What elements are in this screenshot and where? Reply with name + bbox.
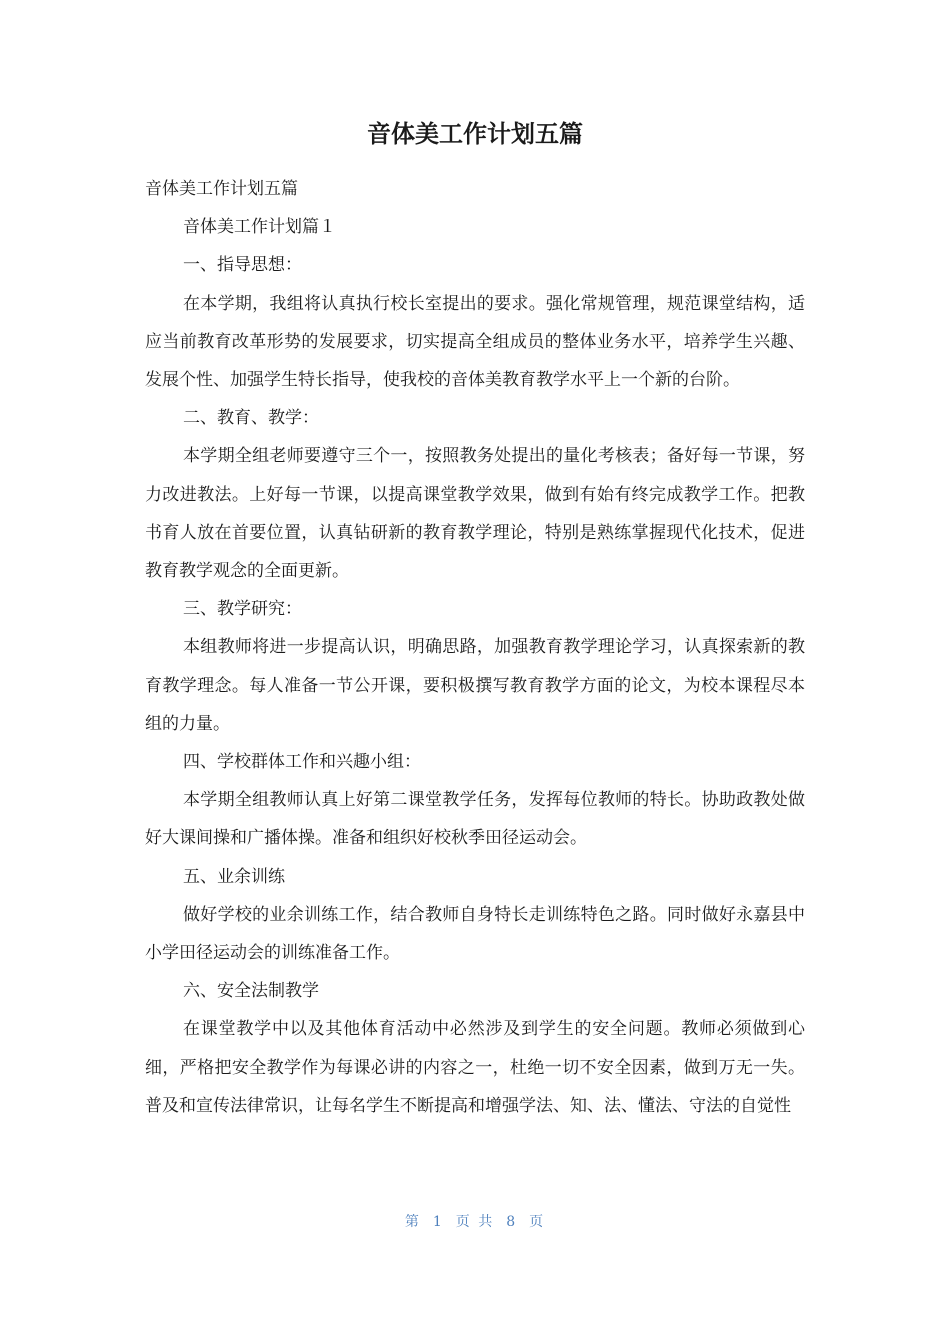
footer-middle: 页 共 <box>455 1214 495 1230</box>
paragraph: 本学期全组教师认真上好第二课堂教学任务，发挥每位教师的特长。协助政教处做好大课间操和广播体操。准备和组织好校秋季田径运动会。 <box>145 790 805 849</box>
paragraph: 四、学校群体工作和兴趣小组： <box>183 752 421 773</box>
paragraph: 二、教育、教学： <box>183 408 319 429</box>
paragraph: 六、安全法制教学 <box>183 981 319 1002</box>
footer-suffix: 页 <box>529 1214 546 1230</box>
paragraph: 音体美工作计划五篇 <box>145 179 298 199</box>
document-body <box>145 170 805 1125</box>
paragraph: 三、教学研究： <box>183 599 302 620</box>
page-footer <box>0 1210 950 1234</box>
paragraph: 在本学期，我组将认真执行校长室提出的要求。强化常规管理，规范课堂结构，适应当前教育改革形势的发展要求，切实提高全组成员的整体业务水平，培养学生兴趣、发展个性、加强学生特长指导，使我校的音体美教育教学水平上一个新的台阶。 <box>145 293 805 391</box>
paragraph: 本组教师将进一步提高认识，明确思路，加强教育教学理论学习，认真探索新的教育教学理念。每人准备一节公开课，要积极撰写教育教学方面的论文，为校本课程尽本组的力量。 <box>145 637 805 734</box>
paragraph: 音体美工作计划篇１ <box>183 217 336 238</box>
paragraph: 一、指导思想： <box>183 255 302 276</box>
paragraph: 在课堂教学中以及其他体育活动中必然涉及到学生的安全问题。教师必须做到心细，严格把安全教学作为每课必讲的内容之一，杜绝一切不安全因素，做到万无一失。普及和宣传法律常识，让每名学生不断提高和增强学法、知、法、懂法、守法的自觉性 <box>145 1019 805 1116</box>
paragraph: 做好学校的业余训练工作，结合教师自身特长走训练特色之路。同时做好永嘉县中小学田径运动会的训练准备工作。 <box>145 904 805 964</box>
footer-prefix: 第 <box>404 1214 421 1230</box>
document-title: 音体美工作计划五篇 <box>367 120 583 148</box>
paragraph: 本学期全组老师要遵守三个一，按照教务处提出的量化考核表；备好每一节课，努力改进教法。上好每一节课，以提高课堂教学效果，做到有始有终完成教学工作。把教书育人放在首要位置，认真钻研新的教育教学理论，特别是熟练掌握现代化技术，促进教育教学观念的全面更新。 <box>145 446 805 582</box>
footer-total-pages: 8 <box>506 1214 518 1230</box>
footer-current-page: 1 <box>432 1214 444 1230</box>
paragraph: 五、业余训练 <box>183 866 285 887</box>
